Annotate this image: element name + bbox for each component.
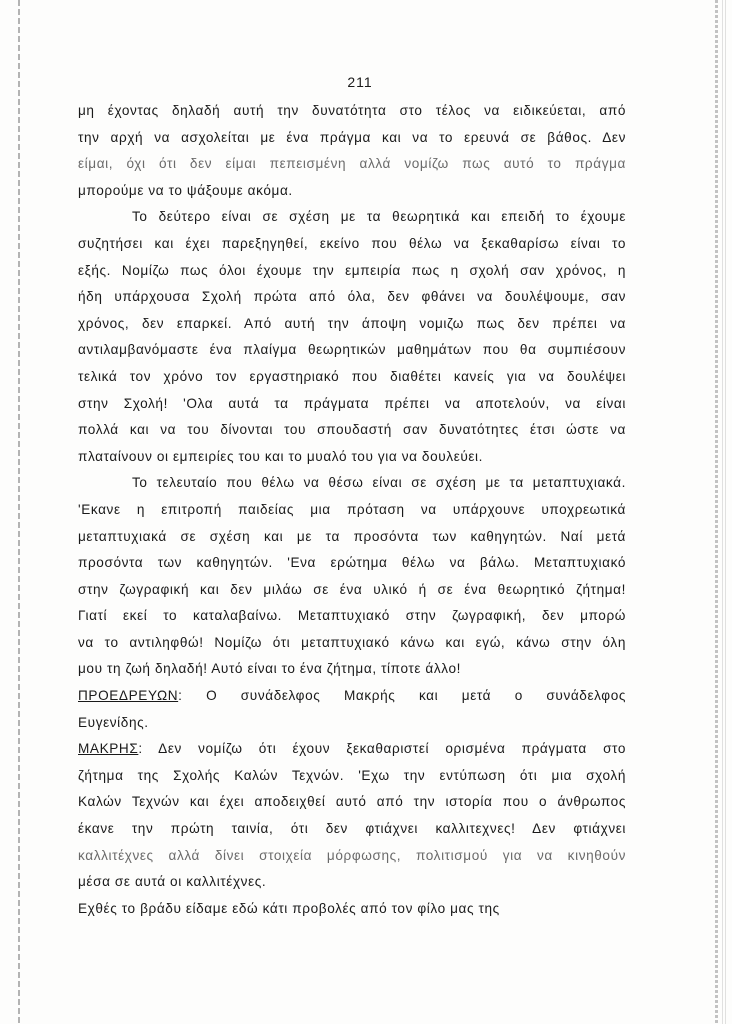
speaker-chair: ΠΡΟΕΔΡΕΥΩΝ [78, 688, 179, 704]
makris-text-line: μέσα σε αυτά οι καλλιτέχνες. [78, 874, 267, 890]
text-line: χρόνος, δεν επαρκεί. Από αυτή την άποψη νομιζω πως δεν πρέπει να [78, 315, 626, 331]
text-line: να το αντιληφθώ! Νομίζω ότι μεταπτυχιακό κάνω και εγώ, κάνω στην όλη [78, 634, 626, 650]
page-number: 211 [347, 74, 373, 90]
text-line: την αρχή να ασχολείται με ένα πράγμα και να το ερευνά σε βάθος. Δεν [78, 129, 626, 145]
text-line: Γιατί εκεί το καταλαβαίνω. Μεταπτυχιακό στην ζωγραφική, δεν μπορώ [78, 608, 626, 624]
final-line: Εχθές το βράδυ είδαμε εδώ κάτι προβολές από τον φίλο μας της [78, 900, 500, 916]
text-line: στην ζωγραφική και δεν μιλάω σε ένα υλικό ή σε ένα θεωρητικό ζήτημα! [78, 581, 626, 597]
text-line: είμαι, όχι ότι δεν είμαι πεπεισμένη αλλά νομίζω πως αυτό το πράγμα [78, 156, 626, 172]
text-line: Το δεύτερο είναι σε σχέση με τα θεωρητικά και επειδή το έχουμε [132, 209, 626, 225]
makris-text-line: έκανε την πρώτη ταινία, ότι δεν φτιάχνει καλλιτεχνες! Δεν φτιάχνει [78, 821, 626, 837]
text-line: Το τελευταίο που θέλω να θέσω είναι σε σχέση με τα μεταπτυχιακά. [132, 475, 626, 491]
text-line: εξής. Νομίζω πως όλοι έχουμε την εμπειρία πως η σχολή σαν χρόνος, η [78, 262, 626, 278]
transcript-lines [78, 98, 626, 683]
makris-text-line: ζήτημα της Σχολής Καλών Τεχνών. 'Εχω την εντύπωση ότι μια σχολή [78, 767, 626, 783]
transcript-body [78, 98, 626, 922]
text-line: μη έχοντας δηλαδή αυτή την δυνατότητα στο τέλος να ειδικεύεται, από [78, 103, 626, 118]
makris-text-line: Καλών Τεχνών και έχει αποδειχθεί αυτό από την ιστορία που ο άνθρωπος [78, 794, 626, 810]
text-line: 'Εκανε η επιτροπή παιδείας μια πρόταση να υπάρχουνε υποχρεωτικά [78, 501, 626, 517]
text-line: μεταπτυχιακά σε σχέση και με τα προσόντα των καθηγητών. Ναί μετά [78, 528, 626, 544]
speaker-makris: ΜΑΚΡΗΣ [78, 741, 139, 757]
text-line: τελικά τον χρόνο τον εργαστηριακό που διαθέτει κανείς για να δουλέψει [78, 368, 626, 384]
text-line: αντιλαμβανόμαστε ένα πλαίγμα θεωρητικών μαθημάτων που θα συμπιέσουν [78, 342, 626, 358]
chair-line-1 [78, 683, 626, 710]
makris-lines [78, 763, 626, 896]
scan-edge-left [18, 0, 20, 1024]
scan-edge-right [715, 0, 718, 1024]
text-line: πολλά και να του δίνονται του σπουδαστή σαν δυνατότητες έτσι ώστε να [78, 422, 626, 438]
text-line: συζητήσει και έχει παρεξηγηθεί, εκείνο που θέλω να ξεκαθαρίσω είναι το [78, 235, 626, 251]
scan-edge-right-texture [722, 0, 728, 1024]
chair-line-1-text: : Ο συνάδελφος Μακρής και μετά ο συνάδελφος [178, 688, 626, 704]
text-line: στην Σχολή! 'Ολα αυτά τα πράγματα πρέπει να αποτελούν, να είναι [78, 395, 626, 411]
makris-line-1-text: : Δεν νομίζω ότι έχουν ξεκαθαριστεί ορισμένα πράγματα στο [138, 741, 626, 757]
text-line: ήδη υπάρχουσα Σχολή πρώτα από όλα, δεν φθάνει να δουλέψουμε, σαν [78, 289, 626, 305]
makris-line-1 [78, 736, 626, 763]
text-line: μπορούμε να το ψάξουμε ακόμα. [78, 182, 293, 198]
text-line: προσόντα των καθηγητών. 'Ενα ερώτημα θέλω να βάλω. Μεταπτυχιακό [78, 555, 626, 571]
chair-line-2: Ευγενίδης. [78, 714, 149, 730]
makris-text-line: καλλιτέχνες αλλά δίνει στοιχεία μόρφωσης, πολιτισμού για να κινηθούν [78, 847, 626, 863]
text-line: πλαταίνουν οι εμπειρίες του και το μυαλό του για να δουλεύει. [78, 448, 484, 464]
text-line: μου τη ζωή δηλαδή! Αυτό είναι το ένα ζήτημα, τίποτε άλλο! [78, 661, 462, 677]
